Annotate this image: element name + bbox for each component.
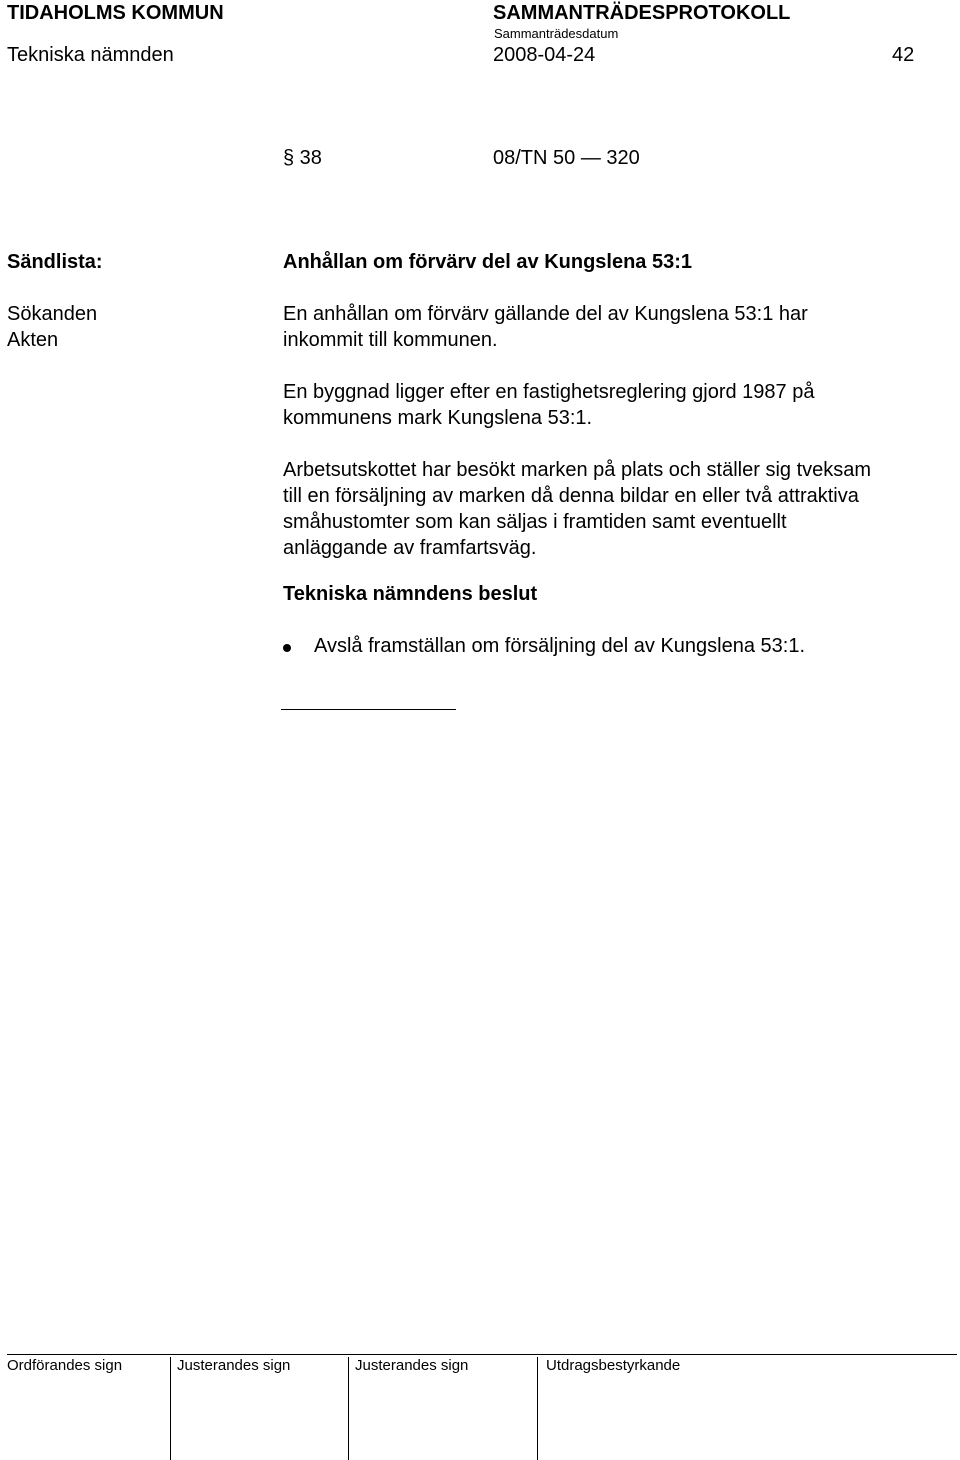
bullet-icon	[283, 644, 291, 652]
signature-divider	[348, 1357, 349, 1460]
body-paragraph	[283, 379, 943, 431]
paragraph-number: § 38	[283, 147, 322, 169]
send-list-item: Sökanden	[7, 303, 98, 325]
decision-item	[283, 635, 805, 658]
send-list-label: Sändlista:	[7, 251, 103, 273]
body-line: till en försäljning av marken då denna bildar en eller två attraktiva	[283, 485, 859, 507]
document-type: SAMMANTRÄDESPROTOKOLL	[493, 2, 791, 24]
signature-divider	[537, 1357, 538, 1460]
signature-rule	[7, 1354, 957, 1355]
body-line: Arbetsutskottet har besökt marken på plats och ställer sig tveksam	[283, 459, 872, 481]
body-line: inkommit till kommunen.	[283, 329, 498, 351]
body-line: småhustomter som kan säljas i framtiden samt eventuellt	[283, 511, 787, 533]
department-name: Tekniska nämnden	[7, 44, 174, 66]
send-list-item: Akten	[7, 329, 59, 351]
adjuster-signature-label: Justerandes sign	[355, 1357, 469, 1374]
body-line: En anhållan om förvärv gällande del av Kungslena 53:1 har	[283, 303, 808, 325]
decision-item-text: Avslå framställan om försäljning del av Kungslena 53:1.	[314, 635, 806, 657]
body-line: En byggnad ligger efter en fastighetsreglering gjord 1987 på	[283, 381, 815, 403]
minutes-body	[283, 301, 943, 587]
send-list	[7, 301, 97, 353]
body-paragraph	[283, 457, 943, 561]
meeting-date: 2008-04-24	[493, 44, 596, 66]
adjuster-signature-label: Justerandes sign	[177, 1357, 291, 1374]
organization-name: TIDAHOLMS KOMMUN	[7, 2, 224, 24]
chairman-signature-label: Ordförandes sign	[7, 1357, 123, 1374]
body-line: kommunens mark Kungslena 53:1.	[283, 407, 593, 429]
signature-divider	[170, 1357, 171, 1460]
page-number: 42	[892, 44, 915, 66]
body-line: anläggande av framfartsväg.	[283, 537, 537, 559]
decision-heading: Tekniska nämndens beslut	[283, 583, 538, 605]
body-paragraph	[283, 301, 943, 353]
case-number: 08/TN 50 — 320	[493, 147, 640, 169]
section-end-rule	[281, 709, 456, 710]
extract-certifier-label: Utdragsbestyrkande	[546, 1357, 681, 1374]
meeting-date-label: Sammanträdesdatum	[494, 26, 619, 41]
subject-title: Anhållan om förvärv del av Kungslena 53:1	[283, 251, 693, 273]
